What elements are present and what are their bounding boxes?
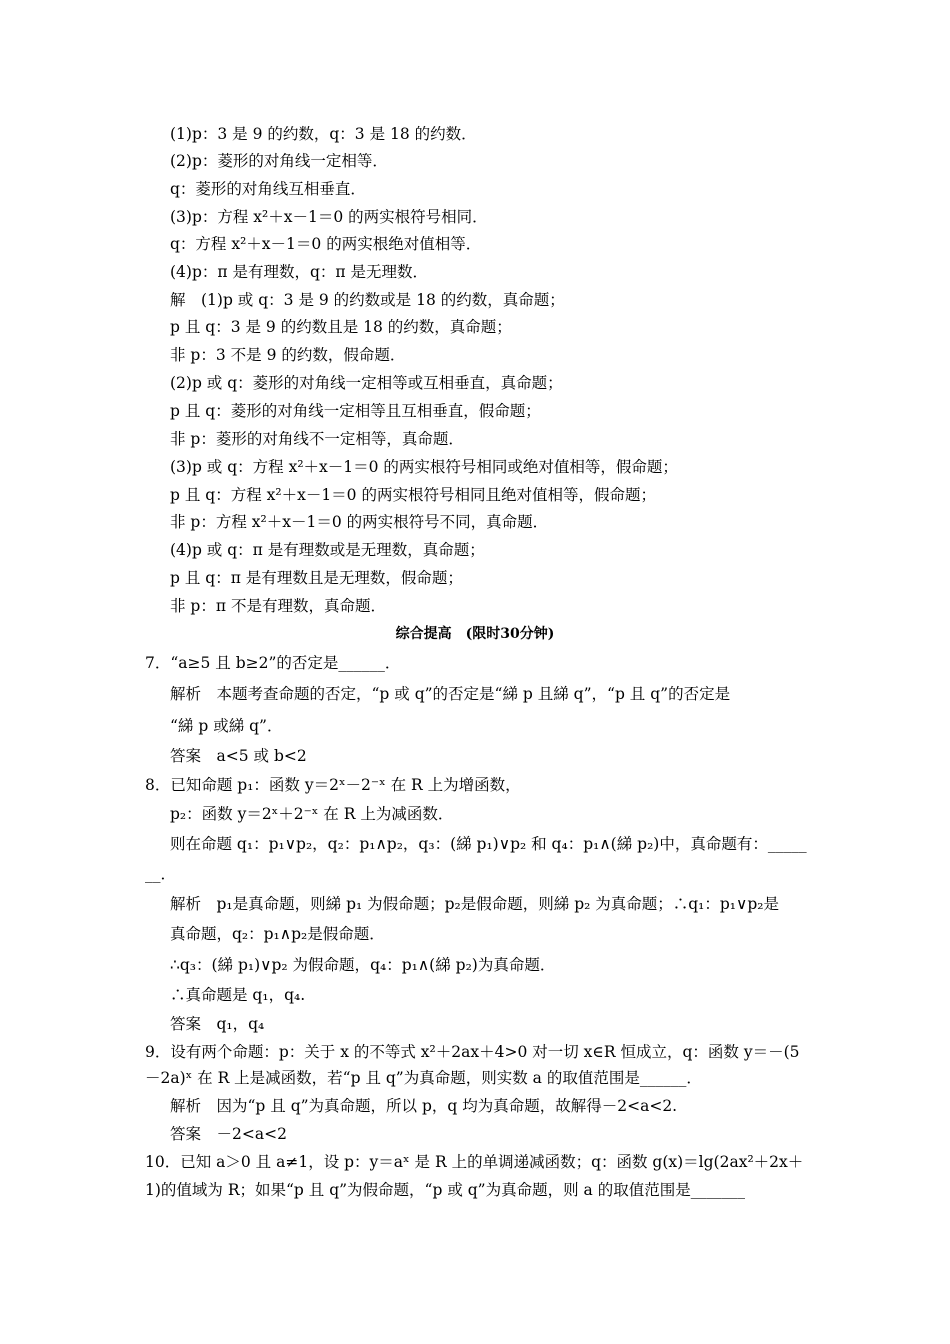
text-line: p 且 q：方程 x²＋x－1＝0 的两实根符号相同且绝对值相等，假命题； xyxy=(170,486,656,504)
text-line: p 且 q：菱形的对角线一定相等且互相垂直，假命题； xyxy=(170,402,541,420)
text-line: 8．已知命题 p₁：函数 y＝2ˣ－2⁻ˣ 在 R 上为增函数， xyxy=(145,776,521,794)
text-line: “綈 p 或綈 q”． xyxy=(170,717,283,735)
text-line: 7．“a≥5 且 b≥2”的否定是______． xyxy=(145,654,401,672)
text-line: 真命题，q₂：p₁∧p₂是假命题． xyxy=(170,925,385,943)
text-line: 9．设有两个命题：p：关于 x 的不等式 x²＋2ax＋4>0 对一切 x∈R 恒成立，q：函数 y＝－(5 xyxy=(145,1043,800,1061)
text-line: ∴q₃：(綈 p₁)∨p₂ 为假命题，q₄：p₁∧(綈 p₂)为真命题． xyxy=(170,956,556,974)
text-line: (4)p 或 q：π 是有理数或是无理数，真命题； xyxy=(170,541,485,559)
section-heading: 综合提高 (限时30分钟) xyxy=(395,626,555,642)
text-line: 答案 a<5 或 b<2 xyxy=(170,747,307,765)
text-line: (2)p：菱形的对角线一定相等． xyxy=(170,152,388,170)
text-line: 非 p：3 不是 9 的约数，假命题． xyxy=(170,346,406,364)
text-line: ∴真命题是 q₁，q₄. xyxy=(170,986,306,1004)
text-line: q：方程 x²＋x－1＝0 的两实根绝对值相等． xyxy=(170,235,482,253)
text-line: 非 p：菱形的对角线不一定相等，真命题． xyxy=(170,430,464,448)
text-line: 则在命题 q₁：p₁∨p₂，q₂：p₁∧p₂，q₃：(綈 p₁)∨p₂ 和 q₄：p₁∧(綈 p₂)中，真命题有：_____ xyxy=(170,835,807,853)
text-line: p 且 q：3 是 9 的约数且是 18 的约数，真命题； xyxy=(170,318,512,336)
text-line: 解析 p₁是真命题，则綈 p₁ 为假命题；p₂是假命题，则綈 p₂ 为真命题；∴q₁：p₁∨p₂是 xyxy=(170,895,780,913)
text-line: (3)p 或 q：方程 x²＋x－1＝0 的两实根符号相同或绝对值相等，假命题； xyxy=(170,458,678,476)
text-line: (1)p：3 是 9 的约数，q：3 是 18 的约数． xyxy=(170,125,477,143)
text-line: (4)p：π 是有理数，q：π 是无理数． xyxy=(170,263,429,281)
text-line: 10．已知 a＞0 且 a≠1，设 p：y＝aˣ 是 R 上的单调递减函数；q：函数 g(x)＝lg(2ax²＋2x＋ xyxy=(145,1153,804,1171)
text-line: __． xyxy=(145,865,177,883)
text-line: 1)的值域为 R；如果“p 且 q”为假命题，“p 或 q”为真命题，则 a 的取值范围是_______ xyxy=(145,1181,745,1199)
text-line: 解 (1)p 或 q：3 是 9 的约数或是 18 的约数，真命题； xyxy=(170,291,565,309)
text-line: －2a)ˣ 在 R 上是减函数，若“p 且 q”为真命题，则实数 a 的取值范围是______． xyxy=(145,1069,702,1087)
text-line: 答案 －2<a<2 xyxy=(170,1125,287,1143)
text-line: p₂：函数 y＝2ˣ＋2⁻ˣ 在 R 上为减函数． xyxy=(170,805,454,823)
text-line: 答案 q₁，q₄ xyxy=(170,1015,265,1033)
text-line: (2)p 或 q：菱形的对角线一定相等或互相垂直，真命题； xyxy=(170,374,563,392)
text-line: (3)p：方程 x²＋x－1＝0 的两实根符号相同． xyxy=(170,208,488,226)
text-line: p 且 q：π 是有理数且是无理数，假命题； xyxy=(170,569,463,587)
text-line: 非 p：方程 x²＋x－1＝0 的两实根符号不同，真命题． xyxy=(170,513,549,531)
text-line: 解析 因为“p 且 q”为真命题，所以 p，q 均为真命题，故解得－2<a<2. xyxy=(170,1097,678,1115)
text-line: q：菱形的对角线互相垂直． xyxy=(170,180,366,198)
text-line: 非 p：π 不是有理数，真命题． xyxy=(170,597,386,615)
text-line: 解析 本题考查命题的否定，“p 或 q”的否定是“綈 p 且綈 q”，“p 且 q”的否定是 xyxy=(170,685,731,703)
